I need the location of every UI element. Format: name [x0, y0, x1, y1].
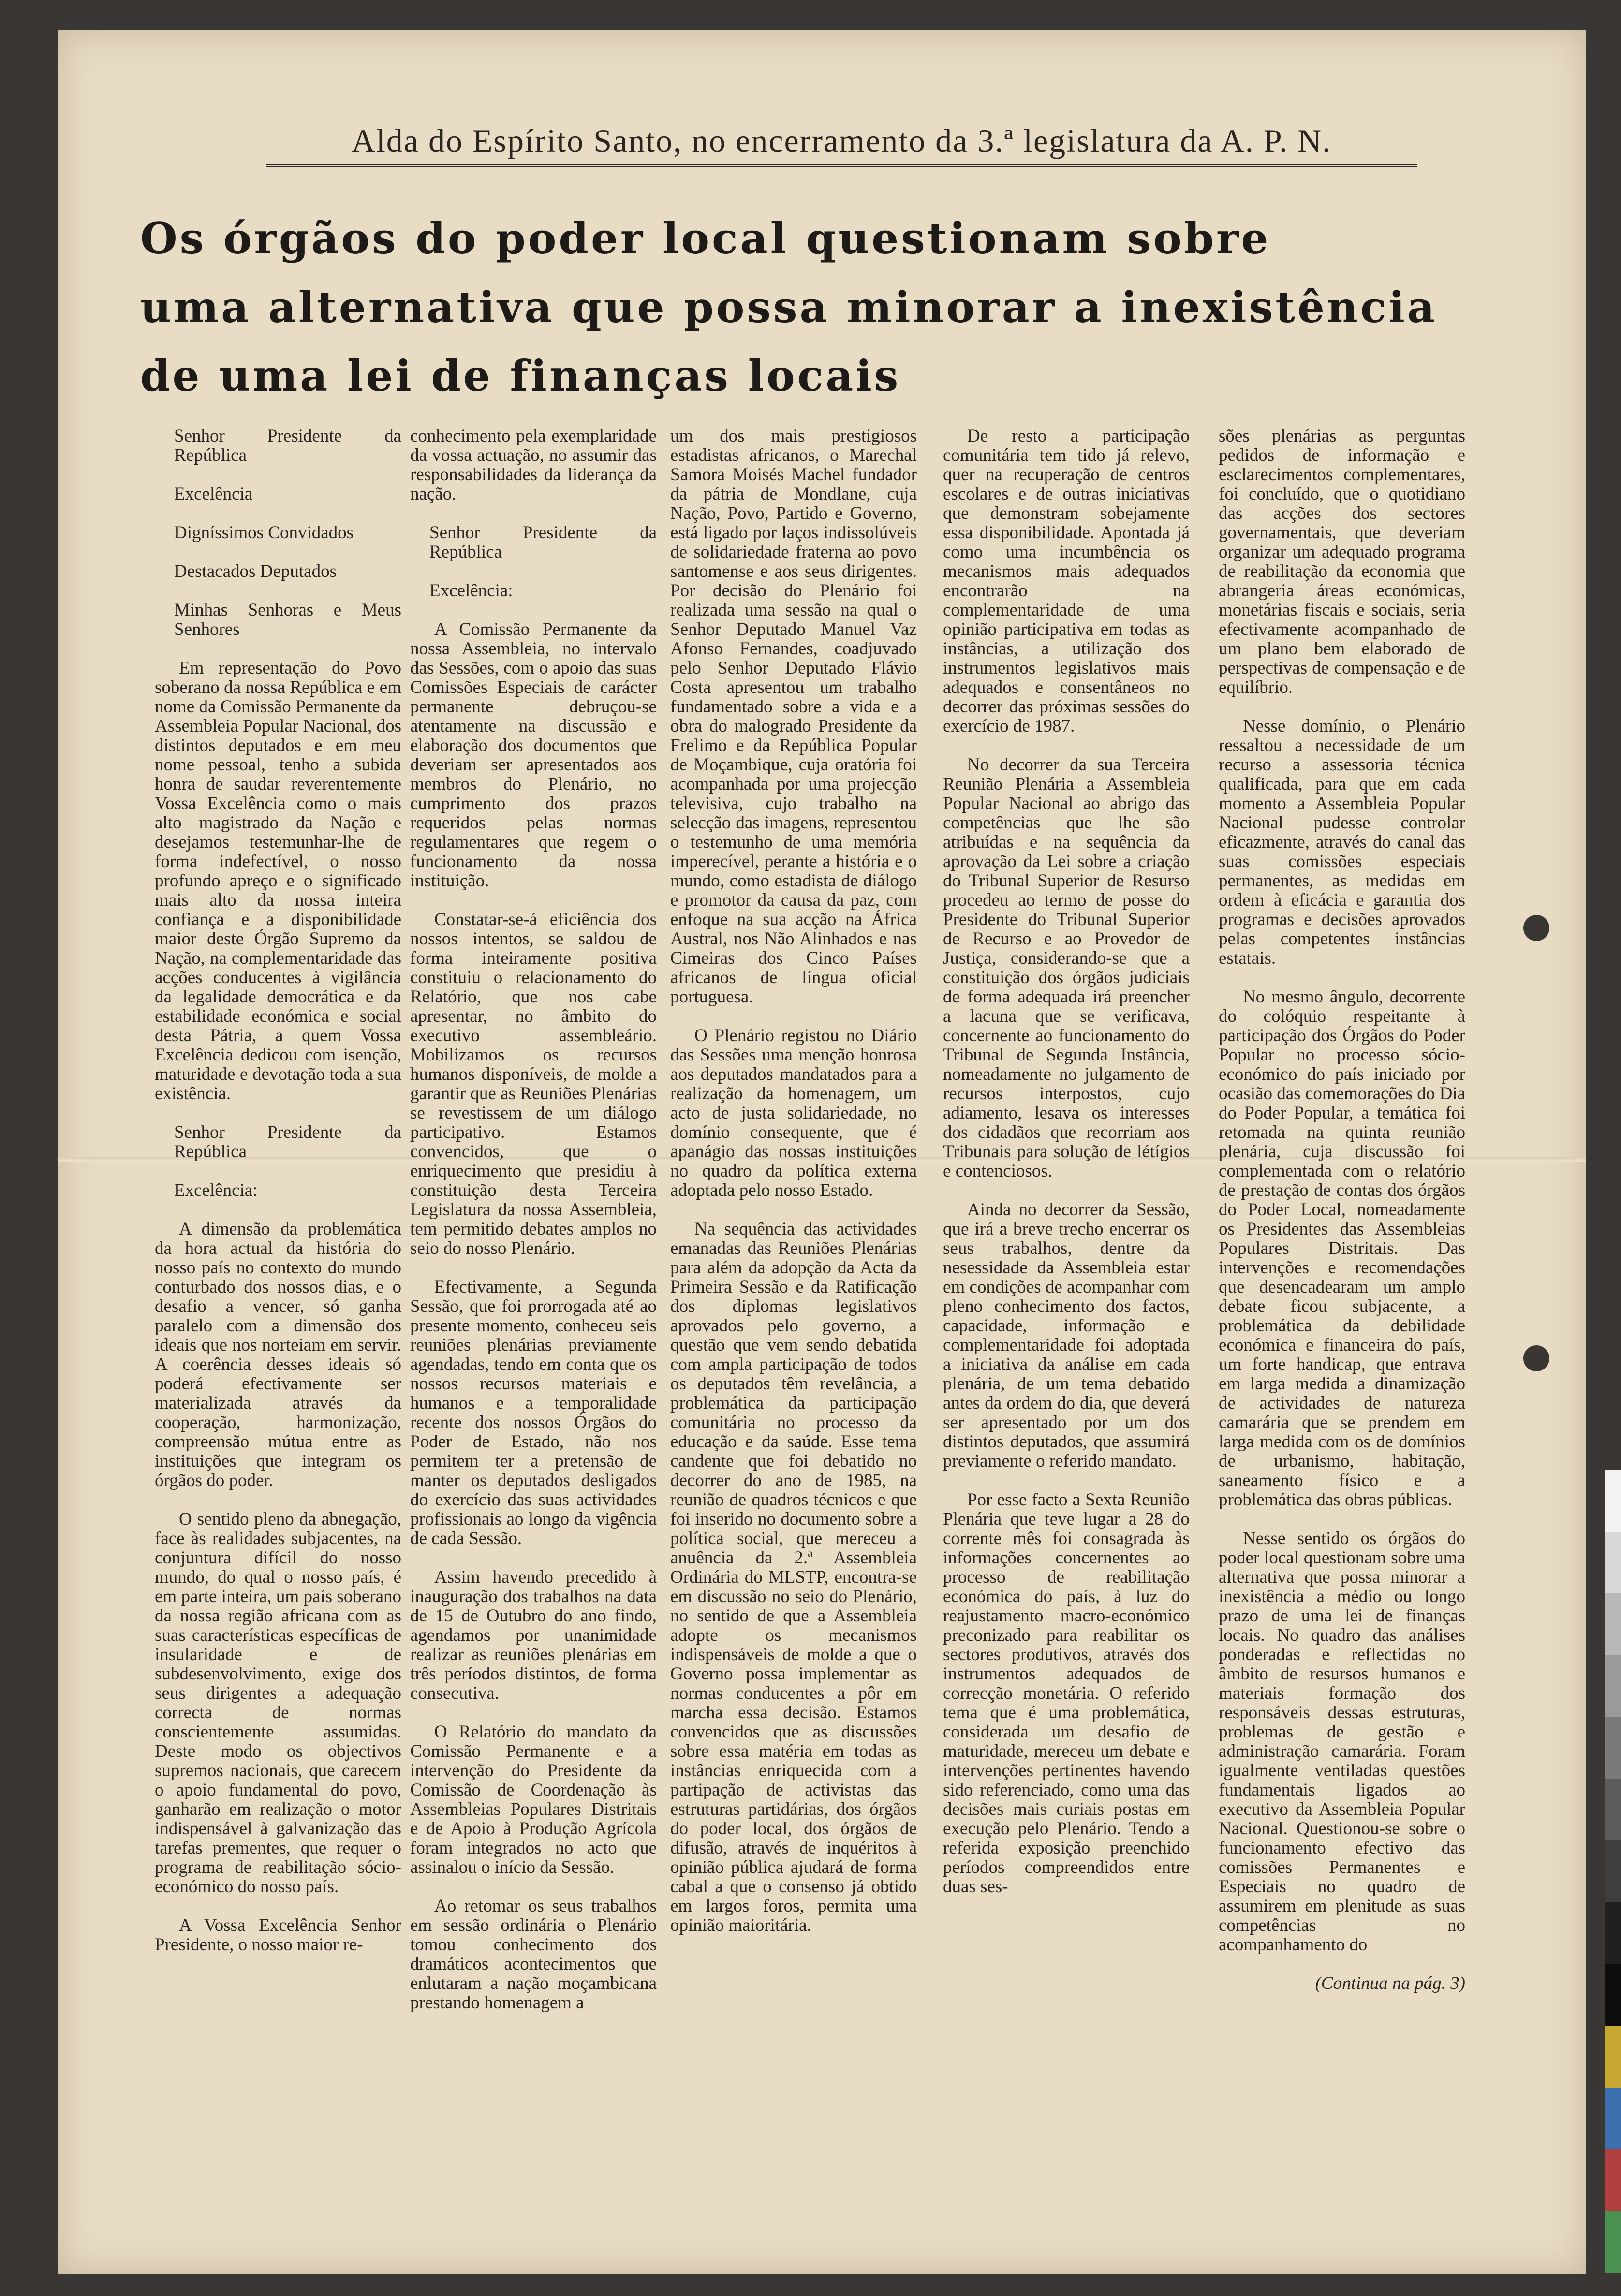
paragraph: No mesmo ângulo, decorrente do colóquio respeitante à participação dos Órgãos do Poder Popular no processo sócio-económico do país iniciado por ocasião das comemorações do Dia do Poder Popular, a temática foi retomada na quinta reunião plenária, cuja discussão foi complementada com o relatório de prestação de contas dos órgãos do Poder Local, nomeadamente os Presidentes das Assembleias Populares Distritais. Das intervenções e recomendações que desencadearam um amplo debate ficou subjacente, a problemática da debilidade económica e financeira do país, um forte handicap, que entrava em larga medida a dinamização de actividades de natureza camarária que se prendem em larga medida com os de domínios de urbanismo, habitação, saneamento físico e a problemática das obras públicas.	[1219, 987, 1465, 1510]
salutation: Excelência:	[429, 581, 513, 601]
paragraph: Na sequência das actividades emanadas das Reuniões Plenárias para além da adopção da Acta da Primeira Sessão e da Ratificação dos diplomas legislativos aprovados pelo governo, a questão que vem sendo debatida com ampla participação de todos os deputados têm revelância, a problemática da participação comunitária no processo da educação e da saúde. Esse tema candente que foi debatido no decorrer do ano de 1985, na reunião de quadros técnicos e que foi inserido no documento sobre a política social, que mereceu a anuência da 2.ª Assembleia Ordinária do MLSTP, encontra-se em discussão no seio do Plenário, no sentido de que a Assembleia adopte os mecanismos indispensáveis de molde a que o Governo possa implementar as normas conducentes a pôr em marcha essa decisão. Estamos convencidos que as discussões sobre essa matéria em todas as instâncias enriquecida com a partipação de activistas das estruturas partidárias, dos órgãos do poder local, dos órgãos de difusão, através de inquéritos à opinião pública ajudará de forma cabal a que o consenso já obtido em largos foros, permita uma opinião maioritária.	[670, 1219, 917, 1935]
paragraph: A dimensão da problemática da hora actual da história do nosso país no contexto do mundo conturbado dos nossos dias, e o desafio a vencer, só ganha paralelo com a dimensão dos ideais que nos norteiam em servir. A coerência desses ideais só poderá efectivamente ser materializada através da cooperação, harmonização, compreensão mútua entre as instituições que integram os órgãos do poder.	[155, 1219, 401, 1490]
headline-line-1: Os órgãos do poder local questionam sobre	[140, 213, 1271, 264]
salutation: Excelência:	[174, 1180, 258, 1200]
punch-hole	[1523, 915, 1549, 941]
salutation: Minhas Senhoras e Meus Senhores	[174, 600, 401, 639]
paragraph: Em representação do Povo soberano da nossa República e em nome da Comissão Permanente da Assembleia Popular Nacional, dos distintos deputados e em meu nome pessoal, tenho a subida honra de saudar reverentemente Vossa Excelência como o mais alto magistrado da Nação e desejamos testemunhar-lhe de forma indefectível, o nosso profundo apreço e o significado mais alto da nossa inteira confiança e a disponibilidade maior deste Órgão Supremo da Nação, na complementaridade das acções conducentes à vigilância da legalidade democrática e da estabilidade económica e social desta Pátria, a quem Vossa Excelência dedicou com isenção, maturidade e devotação toda a sua existência.	[155, 658, 401, 1104]
paragraph: O sentido pleno da abnegação, face às realidades subjacentes, na conjuntura difícil do nosso mundo, do qual o nosso país, é em parte inteira, um país soberano da nossa região africana com as suas características específicas de insularidade e de subdesenvolvimento, exige dos seus dirigentes a adequação correcta de normas conscientemente assumidas. Deste modo os objectivos supremos nacionais, que carecem o apoio fundamental do povo, ganharão em realização o motor indispensável à galvanização das tarefas prementes, que requer o programa de reabilitação sócio-económico do nosso país.	[155, 1509, 401, 1897]
headline-line-2: uma alternativa que possa minorar a inexistência	[140, 282, 1437, 332]
paragraph: Por esse facto a Sexta Reunião Plenária que teve lugar a 28 do corrente mês foi consagrada às informações concernentes ao processo de reabilitação económica do país, à luz do reajustamento macro-económico preconizado para reabilitar os sectores produtivos, através dos instrumentos adequados de correcção monetária. O referido tema que é uma problemática, considerada um desafio de maturidade, mereceu um debate e intervenções pertinentes havendo sido referenciado, como uma das decisões mais curiais postas em execução pelo Plenário. Tendo a referida exposição preenchido períodos compreendidos entre duas ses-	[943, 1490, 1190, 1897]
paragraph: Constatar-se-á eficiência dos nossos intentos, se saldou de forma inteiramente positiva constituiu o relacionamento do Relatório, que nos cabe apresentar, no âmbito do executivo assembleário. Mobilizamos os recursos humanos disponíveis, de molde a garantir que as Reuniões Plenárias se revestissem de um diálogo participativo. Estamos convencidos, que o enriquecimento que presidiu à constituição desta Terceira Legislatura da nossa Assembleia, tem permitido debates amplos no seio do nosso Plenário.	[410, 910, 657, 1258]
paragraph: De resto a participação comunitária tem tido já relevo, quer na recuperação de centros escolares e de outras iniciativas que demonstram sobejamente essa disponibilidade. Apontada já como uma incumbência os mecanismos mais adequados encontrarão na complementaridade de uma opinião participativa em todas as instâncias, a utilização dos instrumentos legislativos mais adequados e consentâneos no decorrer das próximas sessões do exercício de 1987.	[943, 427, 1190, 736]
paragraph: Efectivamente, a Segunda Sessão, que foi prorrogada até ao presente momento, conheceu seis reuniões plenárias previamente agendadas, tendo em conta que os nossos recursos materiais e humanos e a temporalidade recente dos nossos Órgãos do Poder de Estado, não nos permitem ter a pretensão de manter os deputados desligados do exercício das suas actividades profissionais ao longo da vigência de cada Sessão.	[410, 1277, 657, 1548]
paragraph: O Relatório do mandato da Comissão Permanente e a intervenção do Presidente da Comissão de Coordenação às Assembleias Populares Distritais e de Apoio à Produção Agrícola foram integrados no acto que assinalou o início da Sessão.	[410, 1722, 657, 1877]
paragraph: A Comissão Permanente da nossa Assembleia, no intervalo das Sessões, com o apoio das suas Comissões Especiais de carácter permanente debruçou-se atentamente na discussão e elaboração dos documentos que deveriam ser apresentados aos membros do Plenário, no cumprimento dos prazos requeridos pelas normas regulamentares que regem o funcionamento da nossa instituição.	[410, 619, 657, 891]
calibration-swatch	[1605, 2088, 1621, 2149]
salutation: Senhor Presidente da República	[429, 523, 657, 562]
paragraph: No decorrer da sua Terceira Reunião Plenária a Assembleia Popular Nacional ao abrigo das competências que lhe são atribuídas e na sequência da aprovação da Lei sobre a criação do Tribunal Superior de Resurso procedeu ao termo de posse do Presidente do Tribunal Superior de Recurso e ao Provedor de Justiça, considerando-se que a constituição dos órgãos judiciais de forma adequada irá preencher a lacuna que se verificava, concernente ao funcionamento do Tribunal de Segunda Instância, nomeadamente no julgamento de recursos interpostos, cujo adiamento, lesava os interesses dos cidadãos que recorriam aos Tribunais para solução de létígios e contenciosos.	[943, 755, 1190, 1181]
calibration-swatch	[1605, 1470, 1621, 1532]
calibration-swatch	[1605, 1964, 1621, 2026]
paragraph: Nesse domínio, o Plenário ressaltou a necessidade de um recurso a assessoria técnica qualificada, para que em cada momento a Assembleia Popular Nacional pudesse controlar eficazmente, através do canal das suas comissões especiais permanentes, as medidas em ordem à eficácia e garantia dos programas e decisões aprovados pelas competentes instâncias estatais.	[1219, 716, 1465, 968]
calibration-swatch	[1605, 1840, 1621, 1902]
paragraph: Ainda no decorrer da Sessão, que irá a breve trecho encerrar os seus trabalhos, dentre da nesessidade da Assembleia estar em condições de acompanhar com pleno conhecimento dos factos, capacidade, informação e complementaridade foi adoptada a iniciativa da análise em cada plenária, de um tema debatido antes da ordem do dia, que deverá ser apresentado por um dos distintos deputados, que assumirá previamente o referido mandato.	[943, 1200, 1190, 1471]
kicker-line: Alda do Espírito Santo, no encerramento da 3.ª legislatura da A. P. N.	[266, 122, 1417, 167]
headline	[140, 204, 1572, 410]
article-column-5	[1219, 427, 1465, 2187]
calibration-swatch	[1605, 2149, 1621, 2211]
salutation: Excelência	[174, 484, 253, 504]
article-column-4	[943, 427, 1190, 2187]
headline-line-3: de uma lei de finanças locais	[140, 351, 901, 401]
calibration-swatch	[1605, 1655, 1621, 1717]
paragraph: conhecimento pela exemplaridade da vossa actuação, no assumir das responsabilidades da liderança da nação.	[410, 427, 657, 504]
paragraph: Assim havendo precedido à inauguração dos trabalhos na data de 15 de Outubro do ano findo, agendamos por unanimidade realizar as reuniões plenárias em três períodos distintos, de forma consecutiva.	[410, 1567, 657, 1703]
article-column-3	[670, 427, 917, 2187]
salutation: Destacados Deputados	[174, 561, 337, 581]
color-calibration-strip	[1605, 1470, 1621, 2273]
newspaper-page	[58, 30, 1586, 2274]
calibration-swatch	[1605, 2026, 1621, 2088]
calibration-swatch	[1605, 1532, 1621, 1594]
paragraph: sões plenárias as perguntas pedidos de informação e esclarecimentos complementares, foi concluído, que o quotidiano das acções dos sectores governamentais, que deveriam organizar um adequado programa de reabilitação da economia que abrangeria áreas económicas, monetárias fiscais e sociais, seria efectivamente acompanhado de um plano bem elaborado de perspectivas de compensação e de equilíbrio.	[1219, 427, 1465, 697]
punch-hole	[1523, 1345, 1549, 1371]
salutation: Senhor Presidente da República	[174, 427, 401, 465]
paragraph: Ao retomar os seus trabalhos em sessão ordinária o Plenário tomou conhecimento dos dramáticos acontecimentos que enlutaram a nação moçambicana prestando homenagem a	[410, 1896, 657, 2013]
salutation: Digníssimos Convidados	[174, 523, 354, 543]
calibration-swatch	[1605, 1779, 1621, 1840]
salutation: Senhor Presidente da República	[174, 1122, 401, 1162]
paragraph: O Plenário registou no Diário das Sessões uma menção honrosa aos deputados mandatados para a realização da homenagem, um acto de justa solidariedade, no domínio consequente, que é apanágio das nossas instituições no quadro da política externa adoptada pelo nosso Estado.	[670, 1026, 917, 1200]
continuation-note: (Continua na pág. 3)	[1315, 1973, 1465, 1993]
paragraph: um dos mais prestigiosos estadistas africanos, o Marechal Samora Moisés Machel fundador da pátria de Mondlane, cuja Nação, Povo, Partido e Governo, está ligado por laços indissolúveis de solidariedade fraterna ao povo santomense e aos seus dirigentes. Por decisão do Plenário foi realizada uma sessão na qual o Senhor Deputado Manuel Vaz Afonso Fernandes, coadjuvado pelo Senhor Deputado Flávio Costa apresentou um trabalho fundamentado sobre a vida e a obra do malogrado Presidente da Frelimo e da República Popular de Moçambique, cuja oratória foi acompanhada por uma projecção televisiva, cujo trabalho na selecção das imagens, representou o testemunho de uma memória imperecível, perante a história e o mundo, como estadista de diálogo e promotor da causa da paz, com enfoque na sua acção na África Austral, nos Não Alinhados e nas Cimeiras dos Cinco Países africanos de língua oficial portuguesa.	[670, 427, 917, 1007]
paragraph: Nesse sentido os órgãos do poder local questionam sobre uma alternativa que possa minorar a inexistência a médio ou longo prazo de uma lei de finanças locais. No quadro das análises ponderadas e reflectidas no âmbito de resursos humanos e materiais formação dos responsáveis dessas estruturas, problemas de gestão e administração camarária. Foram igualmente ventiladas questões fundamentais ligados ao executivo da Assembleia Popular Nacional. Questionou-se sobre o funcionamento efectivo das comissões Permanentes e Especiais no quadro de assumirem em plenitude as suas competências no acompanhamento do	[1219, 1529, 1465, 1955]
calibration-swatch	[1605, 1717, 1621, 1779]
article-column-1	[155, 427, 401, 2187]
article-column-2	[410, 427, 657, 2187]
paragraph: A Vossa Excelência Senhor Presidente, o nosso maior re-	[155, 1915, 401, 1955]
calibration-swatch	[1605, 1902, 1621, 1964]
calibration-swatch	[1605, 1593, 1621, 1655]
calibration-swatch	[1605, 2211, 1621, 2273]
